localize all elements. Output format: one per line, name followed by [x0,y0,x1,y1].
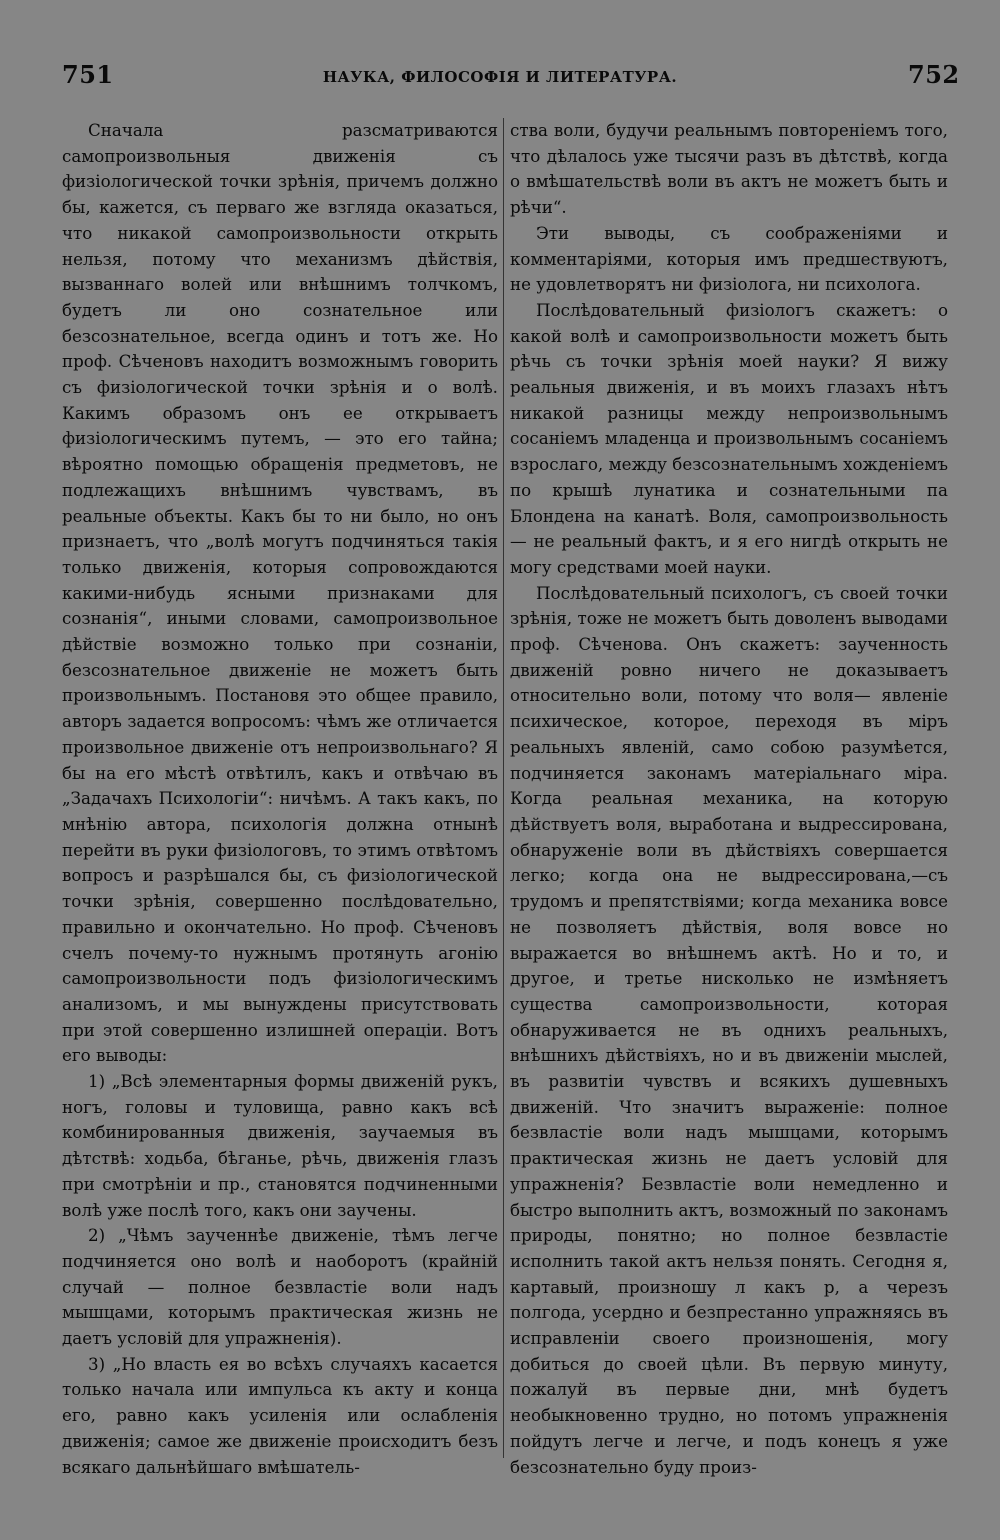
page-header [0,60,1000,100]
paragraph: Послѣдовательный физіологъ скажетъ: о какой волѣ и самопроизвольности можетъ быть рѣчь съ точки зрѣнія моей науки? Я вижу реальныя движенія, и въ моихъ глазахъ нѣтъ никакой разницы между непроизвольнымъ сосаніемъ младенца и произвольнымъ сосаніемъ взрослаго, между безсознательнымъ хожденіемъ по крышѣ лунатика и сознательными па Блондена на канатѣ. Воля, самопроизвольность — не реальный фактъ, и я его нигдѣ открыть не могу средствами моей науки. [510,299,948,577]
right-page-number: 752 [908,60,960,89]
paragraph: 1) „Всѣ элементарныя формы движеній рукъ, ногъ, головы и туловища, равно какъ всѣ комбинированныя движенія, заучаемыя въ дѣтствѣ: ходьба, бѣганье, рѣчь, движенія глазъ при смотрѣніи и пр., становятся подчиненными волѣ уже послѣ того, какъ они заучены. [62,1071,498,1220]
paragraph: Сначала разсматриваются самопроизвольныя движенія съ физіологической точки зрѣнія, причемъ должно бы, кажется, съ перваго же взгляда оказаться, что никакой самопроизвольности открыть нельзя, потому что механизмъ дѣйствія, вызваннаго волей или внѣшнимъ толчкомъ, будетъ ли оно сознательное или безсознательное, всегда одинъ и тотъ же. Но проф. Сѣченовъ находитъ возможнымъ говорить съ физіологической точки зрѣнія и о волѣ. Какимъ образомъ онъ ее открываетъ физіологическимъ путемъ, — это его тайна; вѣроятно помощью обращенія предметовъ, не подлежащихъ внѣшнимъ чувствамъ, въ реальные объекты. Какъ бы то ни было, но онъ признаетъ, что „волѣ могутъ подчиняться такія только движенія, которыя сопровождаются какими-нибудь ясными признаками для сознанія“, иными словами, самопроизвольное дѣйствіе возможно только при сознаніи, безсознательное движеніе не можетъ быть произвольнымъ. Постановя это общее правило, авторъ задается вопросомъ: чѣмъ же отличается произвольное движеніе отъ непроизвольнаго? Я бы на его мѣстѣ отвѣтилъ, какъ и отвѣчаю въ „Задачахъ Психологіи“: ничѣмъ. А такъ какъ, по мнѣнію автора, психологія должна отнынѣ перейти въ руки физіологовъ, то этимъ отвѣтомъ вопросъ и разрѣшался бы, съ физіологической точки зрѣнія, совершенно послѣдовательно, правильно и окончательно. Но проф. Сѣченовъ счелъ почему-то нужнымъ протянуть агонію самопроизвольности подъ физіологическимъ анализомъ, и мы вынуждены присутствовать при этой совершенно излишней операціи. Вотъ его выводы: [62,120,498,1066]
left-column [62,118,498,1480]
paragraph: 3) „Но власть ея во всѣхъ случаяхъ касается только начала или импульса къ акту и конца его, равно какъ усиленія или ослабленія движенія; самое же движеніе происходитъ безъ всякаго дальнѣйшаго вмѣшатель- [62,1353,498,1477]
column-divider [503,118,504,1458]
paragraph: ства воли, будучи реальнымъ повтореніемъ того, что дѣлалось уже тысячи разъ въ дѣтствѣ, когда о вмѣшательствѣ воли въ актъ не можетъ быть и рѣчи“. [510,120,948,218]
right-column [510,118,948,1480]
running-title: НАУКА, ФИЛОСОФІЯ И ЛИТЕРАТУРА. [322,68,678,86]
left-page-number: 751 [62,60,114,89]
paragraph: 2) „Чѣмъ заученнѣе движеніе, тѣмъ легче подчиняется оно волѣ и наоборотъ (крайній случай — полное безвластіе воли надъ мышцами, которымъ практическая жизнь не даетъ условій для упражненія). [62,1225,498,1349]
paragraph: Эти выводы, съ соображеніями и комментаріями, которыя имъ предшествуютъ, не удовлетворятъ ни физіолога, ни психолога. [510,222,948,295]
paragraph: Послѣдовательный психологъ, съ своей точки зрѣнія, тоже не можетъ быть доволенъ выводами проф. Сѣченова. Онъ скажетъ: заученность движеній ровно ничего не доказываетъ относительно воли, потому что воля— явленіе психическое, которое, переходя въ міръ реальныхъ явленій, само собою разумѣется, подчиняется законамъ матеріальнаго міра. Когда реальная механика, на которую дѣйствуетъ воля, выработана и выдрессирована, обнаруженіе воли въ дѣйствіяхъ совершается легко; когда она не выдрессирована,—съ трудомъ и препятствіями; когда механика вовсе не позволяетъ дѣйствія, воля вовсе но выражается во внѣшнемъ актѣ. Но и то, и другое, и третье нисколько не измѣняетъ существа самопроизвольности, которая обнаруживается не въ однихъ реальныхъ, внѣшнихъ дѣйствіяхъ, но и въ движеніи мыслей, въ развитіи чувствъ и всякихъ душевныхъ движеній. Что значитъ выраженіе: полное безвластіе воли надъ мышцами, которымъ практическая жизнь не даетъ условій для упражненія? Безвластіе воли немедленно и быстро выполнить актъ, возможный по законамъ природы, понятно; но полное безвластіе исполнить такой актъ нельзя понять. Сегодня я, картавый, произношу л какъ р, а черезъ полгода, усердно и безпрестанно упражняясь въ исправленіи своего произношенія, могу добиться до своей цѣли. Въ первую минуту, пожалуй въ первые дни, мнѣ будетъ необыкновенно трудно, но потомъ упражненія пойдутъ легче и легче, и подъ конецъ я уже безсознательно буду произ- [510,582,948,1477]
